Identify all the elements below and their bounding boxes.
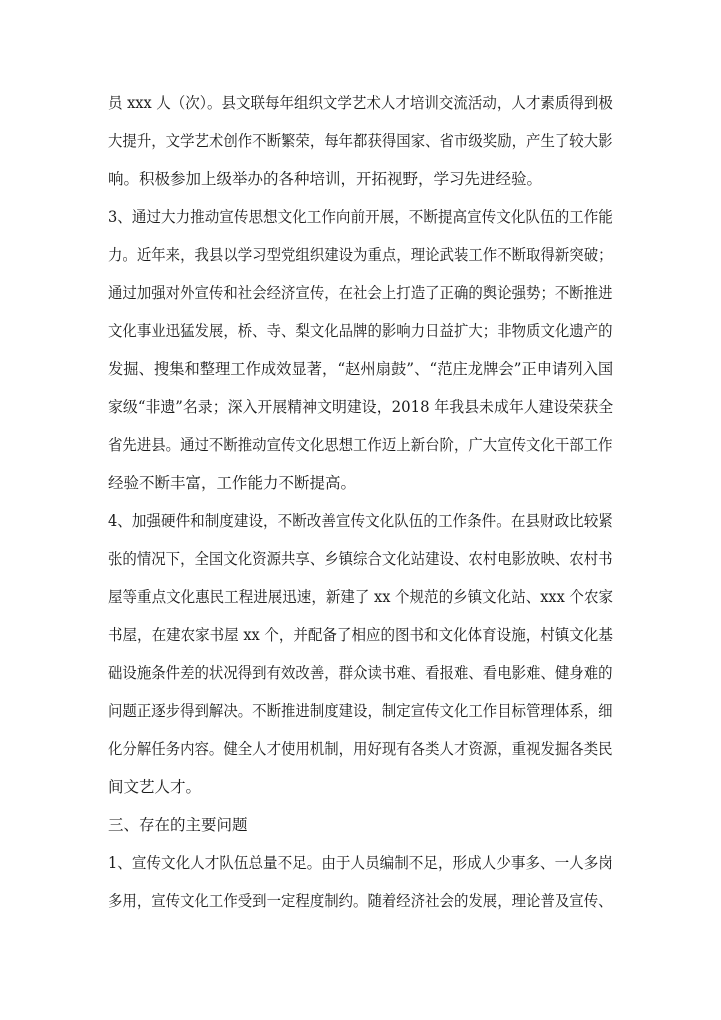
text-line: 响。积极参加上级举办的各种培训，开拓视野，学习先进经验。 [108,170,543,188]
text-line: 力。近年来，我县以学习型党组织建设为重点，理论武装工作不断取得新突破； [108,246,613,264]
text-line: 化分解任务内容。健全人才使用机制，用好现有各类人才资源，重视发掘各类民 [108,740,613,758]
text-line: 大提升，文学艺术创作不断繁荣，每年都获得国家、省市级奖励，产生了较大影 [108,132,613,150]
text-line: 书屋，在建农家书屋 xx 个，并配备了相应的图书和文化体育设施，村镇文化基 [108,626,613,644]
text-line: 发掘、搜集和整理工作成效显著，“赵州扇鼓”、“范庄龙牌会”正申请列入国 [108,360,614,378]
text-line: 张的情况下，全国文化资源共享、乡镇综合文化站建设、农村电影放映、农村书 [108,550,613,568]
text-line: 多用，宣传文化工作受到一定程度制约。随着经济社会的发展，理论普及宣传、 [108,892,613,910]
text-line: 省先进县。通过不断推动宣传文化思想工作迈上新台阶，广大宣传文化干部工作 [108,436,613,454]
text-line: 通过加强对外宣传和社会经济宣传，在社会上打造了正确的舆论强势；不断推进 [108,284,613,302]
text-line: 1、宣传文化人才队伍总量不足。由于人员编制不足，形成人少事多、一人多岗 [108,854,613,872]
text-line: 文化事业迅猛发展，桥、寺、梨文化品牌的影响力日益扩大；非物质文化遗产的 [108,322,613,340]
section-heading: 三、存在的主要问题 [108,816,248,834]
text-line: 4、加强硬件和制度建设，不断改善宣传文化队伍的工作条件。在县财政比较紧 [108,512,613,530]
text-line: 础设施条件差的状况得到有效改善，群众读书难、看报难、看电影难、健身难的 [108,664,613,682]
text-line: 员 xxx 人（次）。县文联每年组织文学艺术人才培训交流活动，人才素质得到极 [108,94,613,112]
text-line: 间文艺人才。 [108,778,202,796]
text-line: 问题正逐步得到解决。不断推进制度建设，制定宣传文化工作目标管理体系，细 [108,702,613,720]
text-line: 家级“非遗”名录；深入开展精神文明建设，2018 年我县未成年人建设荣获全 [108,398,614,416]
text-line: 屋等重点文化惠民工程进展迅速，新建了 xx 个规范的乡镇文化站、xxx 个农家 [108,588,613,606]
text-line: 3、通过大力推动宣传思想文化工作向前开展，不断提高宣传文化队伍的工作能 [108,208,613,226]
text-line: 经验不断丰富，工作能力不断提高。 [108,474,357,492]
